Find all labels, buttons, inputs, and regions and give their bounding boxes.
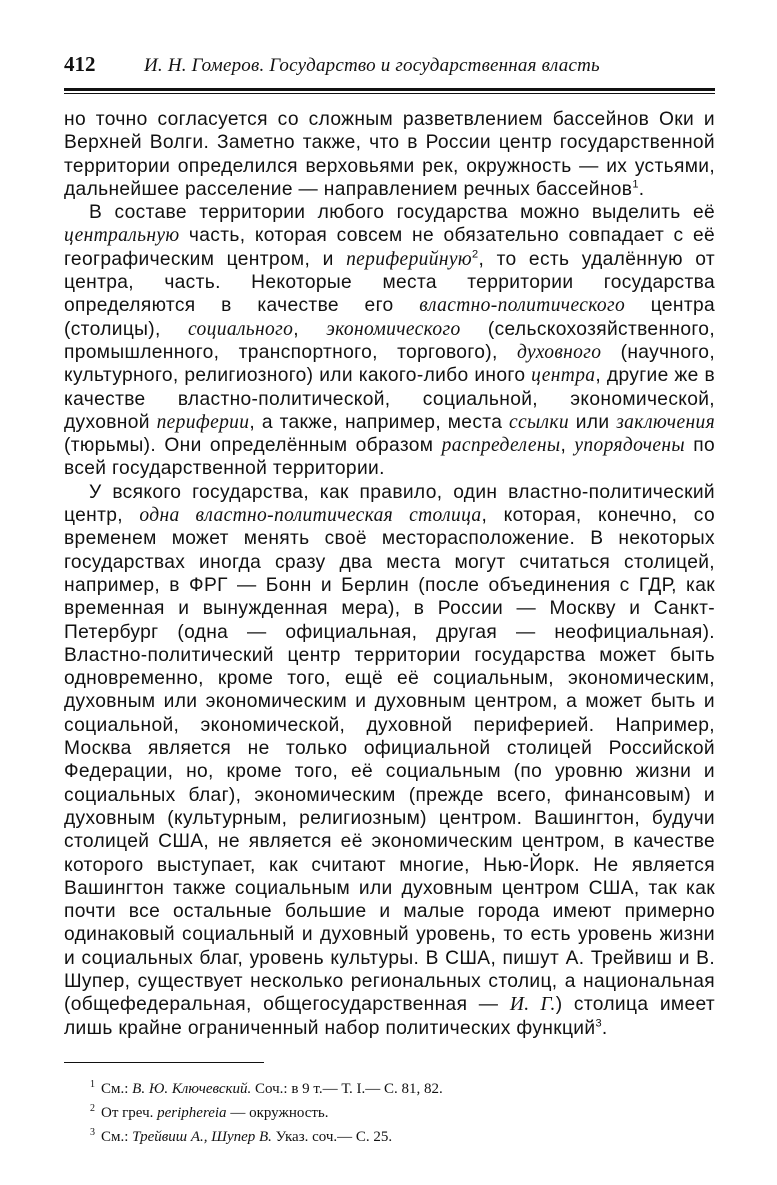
text-run: (научного, культурного, религиозного) или какого-либо иного [64,341,716,387]
text-run: но точно согласуется со сложным разветвлением бассейнов Оки и Верхней Волги. Заметно также, что в России центр государственной территории определился верховьями рек, окружность — их устьями, дальнейшее расселение — направлением речных бассейнов [64,109,715,200]
footnote-mark: 2 [90,1102,95,1114]
emphasis: Трейвиш А., Шупер В. [132,1128,272,1145]
text-run: (сельскохозяйственного, промышленного, транспортного, торгового), [64,318,715,363]
emphasis: периферии [156,411,250,433]
text-run: Соч.: в 9 т.— Т. I.— С. 81, 82. [251,1080,443,1097]
emphasis: властно-политического [419,295,626,317]
footnote-ref-3: 3 [595,1017,602,1030]
emphasis: ссылки [508,411,569,433]
text-run: , то есть удалённую от центра, часть. Некоторые места территории государства определяются в качестве его [64,248,715,317]
page-header [64,52,715,88]
emphasis: социального [188,318,294,340]
body-text [64,108,715,1040]
footnote-separator [64,1062,264,1063]
text-run: Указ. соч.— С. 25. [271,1128,393,1145]
emphasis: В. Ю. Ключевский. [132,1080,252,1097]
footnote-3 [90,1123,715,1147]
text-run: — окружность. [226,1104,329,1121]
text-run: У всякого государства, как правило, один властно-политический центр, [64,481,715,527]
paragraph-1 [64,108,715,201]
header-rule-thin [64,93,715,94]
text-run: , [293,318,327,340]
text-run: . [638,178,645,200]
text-run: по всей государственной территории. [64,435,715,480]
text-run: См.: [101,1128,133,1145]
text-run: От греч. [101,1104,158,1121]
text-run: или [568,411,617,433]
text-run: . [601,1017,608,1039]
footnote-ref-2: 2 [472,248,479,261]
emphasis: одна властно-политическая столица [139,505,482,527]
text-run: центра (столицы), [64,295,716,340]
paragraph-2 [64,201,715,481]
footnote-mark: 3 [90,1126,95,1138]
emphasis: периферийную [346,248,472,270]
emphasis: распределены [441,435,561,457]
footnote-2 [90,1099,715,1123]
emphasis: экономического [326,318,461,340]
emphasis: заключения [616,411,715,433]
text-run: В составе территории любого государства можно выделить её [89,202,715,224]
text-run: (тюрьмы). Они определённым образом [64,435,442,457]
text-run: См.: [101,1080,133,1097]
text-run: , которая, конечно, со временем может менять своё месторасположение. В некоторых государствах иногда сразу два места могут считаться столицей, например, в ФРГ — Бонн и Берлин (после объединения с ГДР, как временная и вынужденная мера), в России — Москву и Санкт-Петербург (одна — официальная, другая — неофициальная). Властно-политический центр территории государства может быть одновременно, кроме того, ещё её социальным, экономическим, духовным или экономическим и духовным центром, а может быть и социальной, экономической, духовной периферией. Например, Москва является не только официальной столицей Российской Федерации, но, кроме того, её социальным (по уровню жизни и социальных благ), экономическим (прежде всего, финансовым) и духовным (культурным, религиозным) центром. Вашингтон, будучи столицей США, не является её экономическим центром, в качестве которого выступает, как считают многие, Нью-Йорк. Не является Вашингтон также социальным или духовным центром США, так как почти все остальные большие и малые города имеют примерно одинаковый социальный и духовный уровень, то есть уровень жизни и социальных благ, уровень культуры. В США, пишут А. Трейвиш и В. Шупер, существует несколько региональных столиц, а национальная (общефедеральная, общегосударственная — [64,505,715,1016]
footnote-1 [90,1075,715,1099]
emphasis: periphereia [157,1104,227,1121]
text-run: часть, которая совсем не обязательно совпадает с её географическим центром, и [64,225,715,270]
text-run: , [560,435,575,457]
footnotes [64,1075,715,1147]
footnote-mark: 1 [90,1078,95,1090]
emphasis: центральную [64,225,180,247]
emphasis: центра [531,365,596,387]
text-run: , а также, например, места [249,411,509,433]
text-run: ) столица имеет лишь крайне ограниченный набор политических функций [64,994,715,1039]
emphasis: И. Г. [509,994,556,1016]
header-rule-thick [64,88,715,91]
emphasis: духовного [517,341,602,363]
emphasis: упорядочены [574,435,685,457]
paragraph-3 [64,481,715,1040]
text-run: , другие же в качестве властно-политической, социальной, экономической, духовной [64,365,715,433]
page-number: 412 [64,52,96,76]
footnote-ref-1: 1 [632,178,639,191]
running-title: И. Н. Гомеров. Государство и государственная власть [144,55,600,76]
